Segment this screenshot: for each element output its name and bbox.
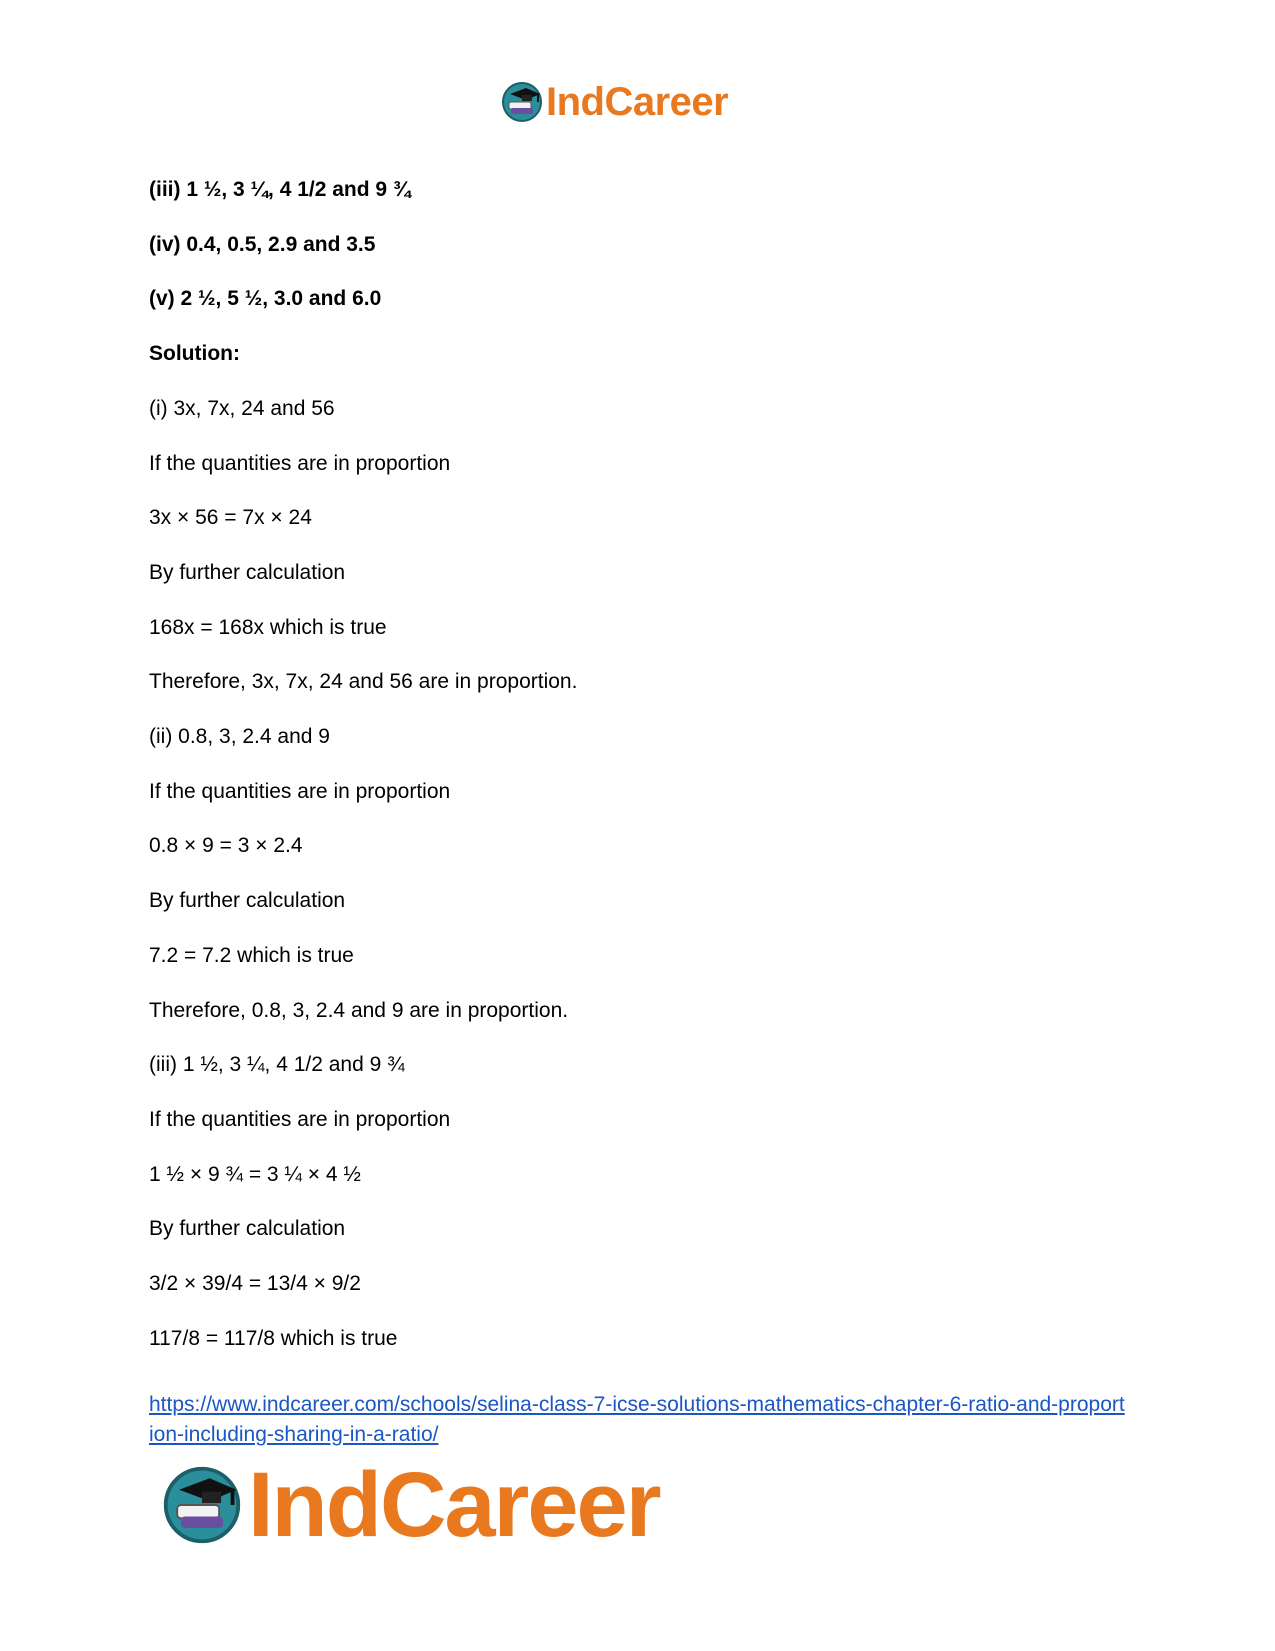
text-line: By further calculation [149, 561, 346, 584]
text-line: 168x = 168x which is true [149, 616, 387, 639]
text-line: (i) 3x, 7x, 24 and 56 [149, 397, 335, 420]
footer-brand-text: IndCareer [248, 1453, 660, 1556]
text-line: 7.2 = 7.2 which is true [149, 944, 354, 967]
header-brand-text: IndCareer [546, 79, 729, 124]
source-link[interactable]: https://www.indcareer.com/schools/selina-class-7-icse-solutions-mathematics-chapter-6-ratio-and-proportion-including-sharing-in-a-ratio/ [149, 1393, 1125, 1446]
header-logo [500, 78, 728, 126]
text-line: (iv) 0.4, 0.5, 2.9 and 3.5 [149, 233, 376, 256]
text-line: Therefore, 3x, 7x, 24 and 56 are in proportion. [149, 670, 578, 693]
text-line: 117/8 = 117/8 which is true [149, 1327, 398, 1350]
text-line: 0.8 × 9 = 3 × 2.4 [149, 834, 303, 857]
text-line: (ii) 0.8, 3, 2.4 and 9 [149, 725, 330, 748]
text-line: If the quantities are in proportion [149, 452, 451, 475]
text-line: Solution: [149, 342, 240, 365]
footer-logo [160, 1453, 660, 1556]
text-line: (v) 2 ½, 5 ½, 3.0 and 6.0 [149, 287, 382, 310]
text-line: (iii) 1 ½, 3 ¼, 4 1/2 and 9 ¾ [149, 1053, 405, 1076]
text-line: 1 ½ × 9 ¾ = 3 ¼ × 4 ½ [149, 1163, 361, 1186]
text-line: 3x × 56 = 7x × 24 [149, 506, 312, 529]
graduation-globe-icon [160, 1463, 244, 1547]
text-line: (iii) 1 ½, 3 ¼, 4 1/2 and 9 ¾ [149, 178, 411, 201]
text-line: Therefore, 0.8, 3, 2.4 and 9 are in proportion. [149, 999, 569, 1022]
text-line: 3/2 × 39/4 = 13/4 × 9/2 [149, 1272, 361, 1295]
text-line: If the quantities are in proportion [149, 1108, 451, 1131]
text-line: By further calculation [149, 889, 346, 912]
graduation-globe-icon [500, 80, 544, 124]
text-line: If the quantities are in proportion [149, 780, 451, 803]
text-line: By further calculation [149, 1217, 346, 1240]
